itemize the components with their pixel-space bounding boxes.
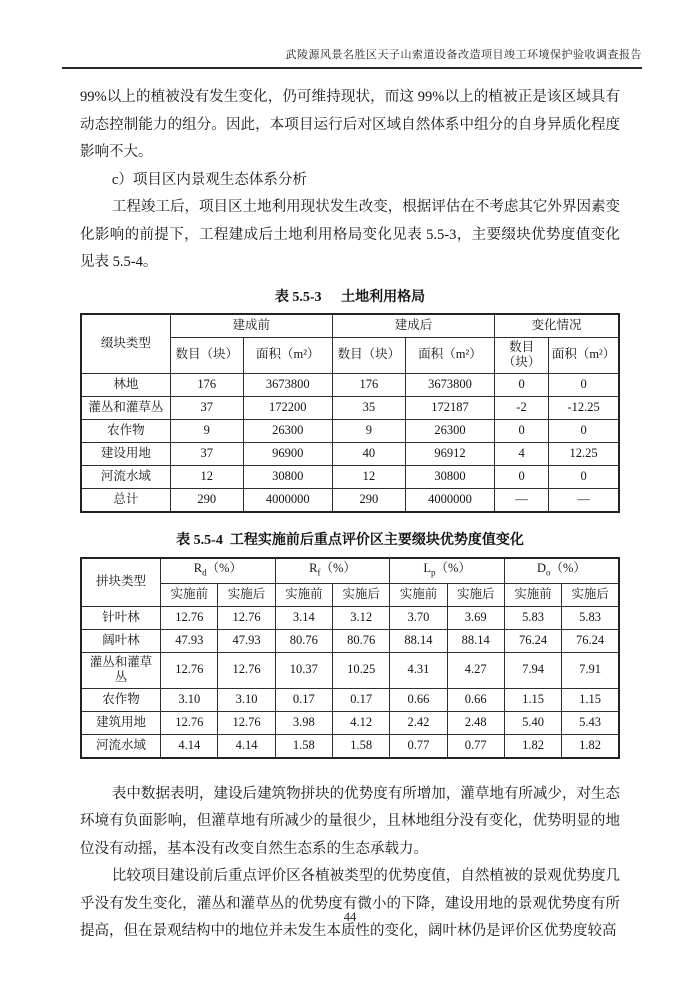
cell-value: 37	[170, 396, 243, 419]
table2-body	[81, 606, 619, 758]
row-label: 针叶林	[81, 606, 161, 629]
table1-subheader-area-change: 面积（m²）	[549, 337, 619, 373]
table-row	[81, 688, 619, 711]
table1-subheader-count-change: 数目（块）	[495, 337, 549, 373]
paragraph-vegetation-conclusion: 99%以上的植被没有发生变化，仍可维持现状，而这 99%以上的植被正是该区域具有动态控制能力的组分。因此，本项目运行后对区域自然体系中组分的自身异质化程度影响不大。	[80, 89, 620, 160]
table1-title	[80, 286, 620, 306]
cell-value: 26300	[243, 419, 332, 442]
cell-value: 9	[332, 419, 405, 442]
cell-value: 0.17	[275, 688, 332, 711]
cell-value: 0.17	[333, 688, 390, 711]
cell-value: 4.12	[333, 711, 390, 734]
cell-value: 40	[332, 442, 405, 465]
cell-value: 12.25	[549, 442, 619, 465]
table2-subheader-1: 实施后	[218, 583, 275, 606]
table-patch-dominance-change	[80, 557, 620, 759]
cell-value: 2.42	[390, 711, 447, 734]
cell-value: 12	[170, 465, 243, 488]
table2-caption: 工程实施前后重点评价区主要缀块优势度值变化	[229, 532, 524, 548]
cell-value: 1.82	[562, 734, 619, 758]
table2-group-rf: $R_f(\%)$	[275, 558, 390, 584]
cell-value: 7.94	[504, 652, 561, 688]
table-row	[81, 734, 619, 758]
cell-value: 35	[332, 396, 405, 419]
row-label: 建筑用地	[81, 711, 161, 734]
row-label: 阔叶林	[81, 629, 161, 652]
table1-caption: 土地利用格局	[341, 289, 426, 305]
cell-value: 88.14	[447, 629, 504, 652]
cell-value: 0.66	[447, 688, 504, 711]
cell-value: 4.14	[161, 734, 218, 758]
table-row	[81, 488, 619, 512]
table-row	[81, 373, 619, 396]
table-row	[81, 419, 619, 442]
cell-value: 0	[495, 419, 549, 442]
cell-value: 80.76	[333, 629, 390, 652]
table1-group-change: 变化情况	[495, 314, 619, 338]
cell-value: 3.10	[161, 688, 218, 711]
cell-value: 10.25	[333, 652, 390, 688]
table2-subheader-3: 实施后	[333, 583, 390, 606]
table2-sub-header-row	[81, 583, 619, 606]
cell-value: 0	[549, 373, 619, 396]
cell-value: 12.76	[218, 711, 275, 734]
cell-value: 12.76	[161, 711, 218, 734]
table1-group-header-row	[81, 314, 619, 338]
cell-value: 1.15	[504, 688, 561, 711]
row-label: 农作物	[81, 419, 170, 442]
page-footer	[0, 910, 700, 925]
cell-value: 5.40	[504, 711, 561, 734]
cell-value: -12.25	[549, 396, 619, 419]
cell-value: 96900	[243, 442, 332, 465]
cell-value: 1.15	[562, 688, 619, 711]
cell-value: 5.83	[504, 606, 561, 629]
table1-group-after: 建成后	[332, 314, 494, 338]
cell-value: 176	[170, 373, 243, 396]
cell-value: —	[495, 488, 549, 512]
cell-value: 30800	[405, 465, 494, 488]
table1-col-header-patch-type: 缀块类型	[81, 314, 170, 374]
cell-value: 0	[495, 465, 549, 488]
cell-value: 290	[170, 488, 243, 512]
page-number: 44	[343, 910, 357, 924]
cell-value: 12.76	[161, 652, 218, 688]
table1-group-before: 建成前	[170, 314, 332, 338]
cell-value: 4	[495, 442, 549, 465]
table2-subheader-5: 实施后	[447, 583, 504, 606]
page-content	[80, 84, 620, 946]
table2-group-header-row	[81, 558, 619, 584]
table2-subheader-2: 实施前	[275, 583, 332, 606]
table-row	[81, 629, 619, 652]
cell-value: 1.82	[504, 734, 561, 758]
table1-subheader-area-after: 面积（m²）	[405, 337, 494, 373]
table-land-use-pattern	[80, 313, 620, 513]
cell-value: 76.24	[504, 629, 561, 652]
cell-value: 88.14	[390, 629, 447, 652]
cell-value: 12.76	[218, 606, 275, 629]
cell-value: 3.98	[275, 711, 332, 734]
cell-value: 4.27	[447, 652, 504, 688]
cell-value: 12	[332, 465, 405, 488]
row-label: 农作物	[81, 688, 161, 711]
table2-group-lp: $L_p(\%)$	[390, 558, 505, 584]
running-header-title: 武陵源风景名胜区天子山索道设备改造项目竣工环境保护验收调查报告	[285, 49, 642, 61]
table2-subheader-0: 实施前	[161, 583, 218, 606]
table1-subheader-area-before: 面积（m²）	[243, 337, 332, 373]
cell-value: 7.91	[562, 652, 619, 688]
cell-value: 176	[332, 373, 405, 396]
cell-value: 1.58	[333, 734, 390, 758]
cell-value: 47.93	[218, 629, 275, 652]
cell-value: 26300	[405, 419, 494, 442]
cell-value: 290	[332, 488, 405, 512]
table2-title	[80, 529, 620, 549]
cell-value: 47.93	[161, 629, 218, 652]
cell-value: 5.43	[562, 711, 619, 734]
cell-value: 0	[495, 373, 549, 396]
table-row	[81, 711, 619, 734]
cell-value: 9	[170, 419, 243, 442]
heading-landscape-ecology-analysis: c）项目区内景观生态体系分析	[111, 171, 307, 188]
cell-value: 12.76	[218, 652, 275, 688]
table2-number: 表 5.5-4	[176, 532, 223, 548]
page-header	[62, 46, 642, 69]
cell-value: 37	[170, 442, 243, 465]
cell-value: 1.58	[275, 734, 332, 758]
table1-subheader-count-after: 数目（块）	[332, 337, 405, 373]
cell-value: 4000000	[243, 488, 332, 512]
cell-value: 0.77	[390, 734, 447, 758]
table2-subheader-7: 实施后	[562, 583, 619, 606]
cell-value: 3673800	[243, 373, 332, 396]
row-label: 林地	[81, 373, 170, 396]
cell-value: —	[549, 488, 619, 512]
table2-group-do: $D_o(\%)$	[504, 558, 619, 584]
paragraph-dominance-comparison: 比较项目建设前后重点评价区各植被类型的优势度值，自然植被的景观优势度几乎没有发生变化，灌丛和灌草丛的优势度有微小的下降，建设用地的景观优势度有所提高，但在景观结构中的地位并未发生本质性的变化，阔叶林仍是评价区优势度较高	[80, 868, 620, 939]
cell-value: 3.10	[218, 688, 275, 711]
table1-head	[81, 314, 619, 374]
table1-body	[81, 373, 619, 512]
row-label: 建设用地	[81, 442, 170, 465]
paragraph-table-interpretation: 表中数据表明，建设后建筑物拼块的优势度有所增加，灌草地有所减少，对生态环境有负面影响，但灌草地有所减少的量很少，且林地组分没有变化，优势明显的地位没有动摇，基本没有改变自然生态系的生态承载力。	[80, 785, 620, 857]
cell-value: 0.66	[390, 688, 447, 711]
cell-value: 3.70	[390, 606, 447, 629]
cell-value: 80.76	[275, 629, 332, 652]
table2-head	[81, 558, 619, 607]
cell-value: 4.31	[390, 652, 447, 688]
cell-value: 172187	[405, 396, 494, 419]
row-label: 河流水域	[81, 734, 161, 758]
paragraph-landuse-intro: 工程竣工后，项目区土地利用现状发生改变，根据评估在不考虑其它外界因素变化影响的前提下，工程建成后土地利用格局变化见表 5.5-3，主要缀块优势度值变化见表 5.5-4。	[80, 199, 620, 270]
table-row	[81, 442, 619, 465]
cell-value: 76.24	[562, 629, 619, 652]
cell-value: 2.48	[447, 711, 504, 734]
cell-value: 0	[549, 465, 619, 488]
cell-value: 5.83	[562, 606, 619, 629]
table2-subheader-6: 实施前	[504, 583, 561, 606]
cell-value: 4.14	[218, 734, 275, 758]
cell-value: 4000000	[405, 488, 494, 512]
cell-value: -2	[495, 396, 549, 419]
table1-subheader-count-before: 数目（块）	[170, 337, 243, 373]
cell-value: 0.77	[447, 734, 504, 758]
cell-value: 0	[549, 419, 619, 442]
table-row	[81, 465, 619, 488]
table-row	[81, 606, 619, 629]
table2-group-rd: $R_d(\%)$	[161, 558, 276, 584]
table-row	[81, 652, 619, 688]
cell-value: 3.69	[447, 606, 504, 629]
row-label: 灌丛和灌草丛	[81, 396, 170, 419]
cell-value: 3.12	[333, 606, 390, 629]
table2-subheader-4: 实施前	[390, 583, 447, 606]
row-label: 灌丛和灌草丛	[81, 652, 161, 688]
table1-number: 表 5.5-3	[274, 289, 322, 305]
cell-value: 10.37	[275, 652, 332, 688]
row-label: 河流水域	[81, 465, 170, 488]
cell-value: 3.14	[275, 606, 332, 629]
cell-value: 12.76	[161, 606, 218, 629]
row-label: 总计	[81, 488, 170, 512]
table2-col-header-patch-type: 拼块类型	[81, 558, 161, 607]
cell-value: 172200	[243, 396, 332, 419]
cell-value: 30800	[243, 465, 332, 488]
cell-value: 3673800	[405, 373, 494, 396]
table-row	[81, 396, 619, 419]
cell-value: 96912	[405, 442, 494, 465]
